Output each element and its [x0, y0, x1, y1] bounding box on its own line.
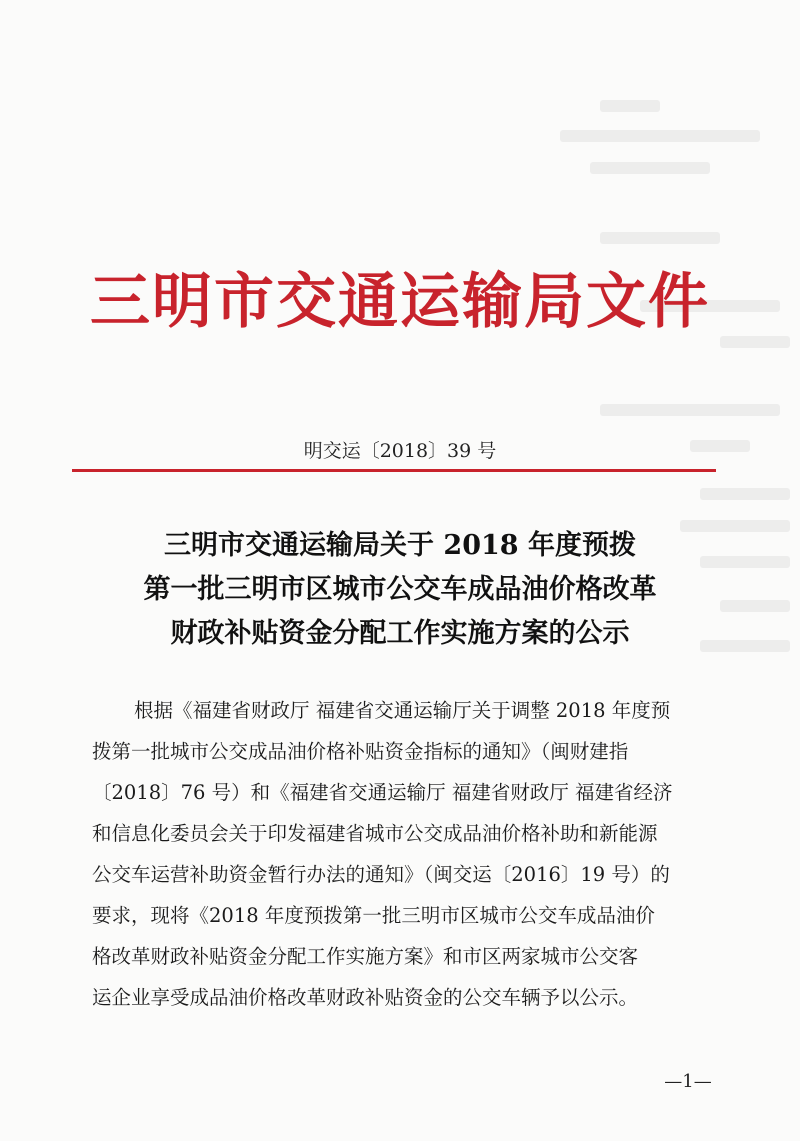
- body-line-2: 拨第一批城市公交成品油价格补贴资金指标的通知》（闽财建指: [92, 740, 629, 763]
- page-number: —1—: [664, 1071, 712, 1092]
- body-line-7: 格改革财政补贴资金分配工作实施方案》和市区两家城市公交客: [92, 945, 639, 968]
- body-line-8: 运企业享受成品油价格改革财政补贴资金的公交车辆予以公示。: [92, 986, 639, 1009]
- title-line-3: 财政补贴资金分配工作实施方案的公示: [170, 618, 630, 649]
- title-line-1: 三明市交通运输局关于 2018 年度预拨: [164, 530, 636, 561]
- body-line-6: 要求，现将《2018 年度预拨第一批三明市区城市公交车成品油价: [92, 904, 655, 927]
- title-line-2: 第一批三明市区城市公交车成品油价格改革: [143, 574, 657, 605]
- body-line-5: 公交车运营补助资金暂行办法的通知》（闽交运〔2016〕19 号）的: [92, 863, 670, 886]
- body-line-4: 和信息化委员会关于印发福建省城市公交成品油价格补助和新能源: [92, 822, 658, 845]
- body-line-3: 〔2018〕76 号）和《福建省交通运输厅 福建省财政厅 福建省经济: [92, 781, 673, 804]
- document-number: 明交运〔2018〕39 号: [303, 440, 497, 462]
- body-paragraph: [92, 690, 712, 1018]
- body-line-1: 根据《福建省财政厅 福建省交通运输厅关于调整 2018 年度预: [134, 699, 671, 722]
- letterhead-title: 三明市交通运输局文件: [90, 267, 710, 337]
- document-title: [0, 524, 800, 656]
- red-divider-line: [72, 469, 716, 472]
